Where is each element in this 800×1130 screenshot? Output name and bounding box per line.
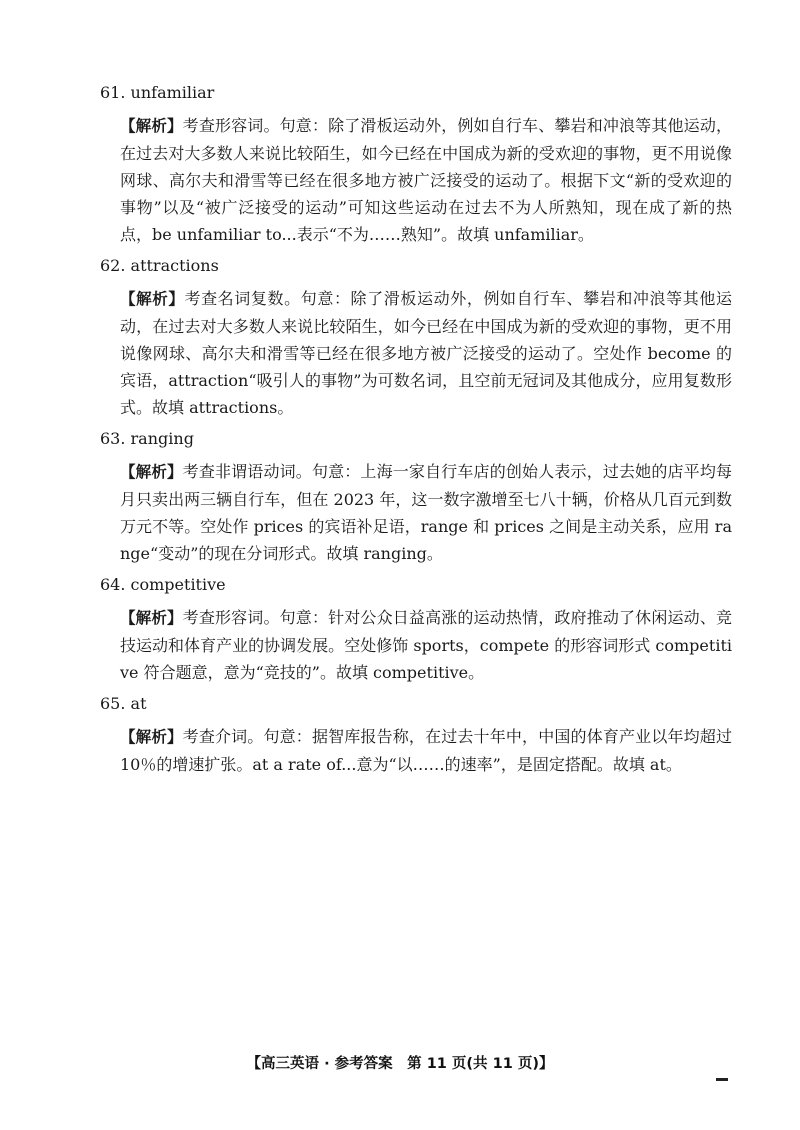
answer-list <box>100 82 730 785</box>
page-footer: 【高三英语 · 参考答案 第 11 页(共 11 页)】 <box>246 1056 554 1072</box>
answer-item-64 <box>100 574 730 686</box>
analysis-tag: 【解析】 <box>120 728 183 746</box>
analysis-tag: 【解析】 <box>120 290 185 308</box>
answer-heading: 65. at <box>100 694 147 713</box>
analysis-tag: 【解析】 <box>120 609 183 627</box>
answer-item-65 <box>100 693 730 778</box>
analysis-tag: 【解析】 <box>120 117 183 135</box>
analysis-text: 考查介词。句意：据智库报告称，在过去十年中，中国的体育产业以年均超过 10％的增速扩张。at a rate of...意为“以……的速率”，是固定搭配。故填 at。 <box>120 727 732 774</box>
answer-item-62 <box>100 255 730 421</box>
answer-heading: 62. attractions <box>100 256 219 275</box>
analysis-text: 考查形容词。句意：针对公众日益高涨的运动热情，政府推动了休闲运动、竞技运动和体育产业的协调发展。空处修饰 sports，compete 的形容词形式 competitive 符合题意，意为“竞技的”。故填 competitive。 <box>120 608 732 682</box>
answer-heading: 61. unfamiliar <box>100 83 215 102</box>
analysis-text: 考查非谓语动词。句意：上海一家自行车店的创始人表示，过去她的店平均每月只卖出两三辆自行车，但在 2023 年，这一数字激增至七八十辆，价格从几百元到数万元不等。空处作 prices 的宾语补足语，range 和 prices 之间是主动关系，应用 range“变动”的现在分词形式。故填 ranging。 <box>120 462 732 563</box>
answer-analysis <box>120 112 732 248</box>
answer-heading: 63. ranging <box>100 429 194 448</box>
corner-mark <box>716 1078 728 1081</box>
answer-analysis <box>120 285 732 421</box>
analysis-text: 考查名词复数。句意：除了滑板运动外，例如自行车、攀岩和冲浪等其他运动，在过去对大多数人来说比较陌生，如今已经在中国成为新的受欢迎的事物，更不用说像网球、高尔夫和滑雪等已经在很多地方被广泛接受的运动了。空处作 become 的宾语，attraction“吸引人的事物”为可数名词，且空前无冠词及其他成分，应用复数形式。故填 attractions。 <box>120 289 732 417</box>
answer-analysis <box>120 604 732 686</box>
analysis-tag: 【解析】 <box>120 463 183 481</box>
analysis-text: 考查形容词。句意：除了滑板运动外，例如自行车、攀岩和冲浪等其他运动，在过去对大多数人来说比较陌生，如今已经在中国成为新的受欢迎的事物，更不用说像网球、高尔夫和滑雪等已经在很多地方被广泛接受的运动了。根据下文“新的受欢迎的事物”以及“被广泛接受的运动”可知这些运动在过去不为人所熟知，现在成了新的热点，be unfamiliar to...表示“不为……熟知”。故填 unfamiliar。 <box>120 116 732 244</box>
answer-item-61 <box>100 82 730 248</box>
answer-analysis <box>120 458 732 567</box>
answer-item-63 <box>100 428 730 567</box>
answer-analysis <box>120 723 732 778</box>
answer-heading: 64. competitive <box>100 575 226 594</box>
